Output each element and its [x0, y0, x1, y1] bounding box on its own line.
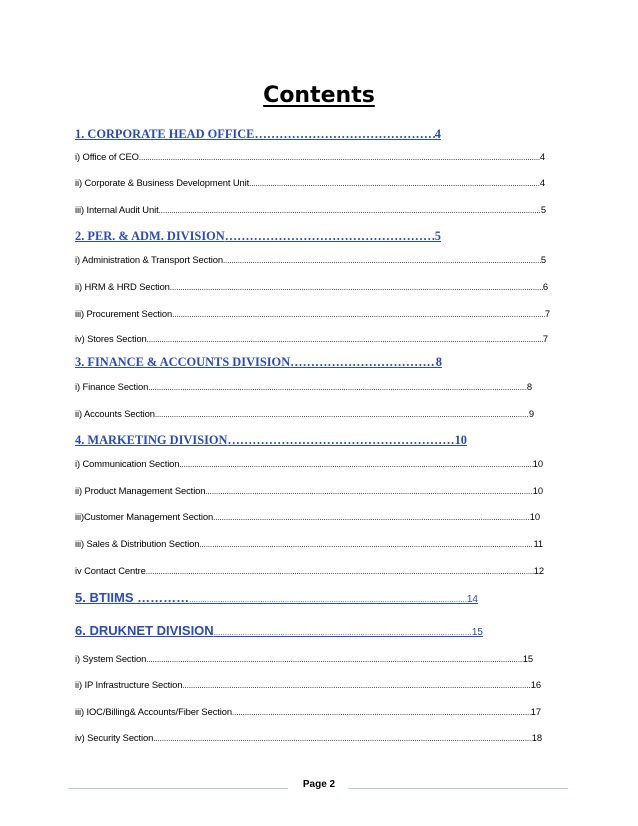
toc-item-page: 7 — [544, 308, 550, 319]
toc-item-hrm-hrd[interactable] — [75, 281, 548, 292]
dot-leader — [189, 595, 467, 604]
dot-leader — [213, 513, 530, 522]
toc-item-stores[interactable] — [75, 333, 548, 344]
page-number: Page 2 — [302, 779, 336, 790]
dot-leader — [228, 433, 455, 448]
toc-heading-label: 2. PER. & ADM. DIVISION — [75, 229, 225, 243]
toc-heading-page: 15 — [471, 627, 483, 638]
toc-item-label: ii) Product Management Section — [75, 485, 206, 496]
toc-item-system[interactable] — [75, 653, 533, 664]
toc-item-corporate-business-development[interactable] — [75, 177, 545, 188]
toc-heading-per-adm-division[interactable] — [75, 229, 441, 244]
dot-leader — [225, 229, 435, 244]
toc-item-label: iv) Stores Section — [75, 333, 147, 344]
toc-item-product-management[interactable] — [75, 485, 543, 496]
toc-item-communication[interactable] — [75, 458, 543, 469]
dot-leader — [153, 734, 532, 743]
dot-leader — [139, 153, 540, 162]
dot-leader — [146, 655, 523, 664]
toc-heading-label: 5. BTIIMS ………… — [75, 590, 190, 605]
toc-item-page: 10 — [532, 485, 543, 496]
toc-item-page: 8 — [526, 381, 532, 392]
toc-item-internal-audit-unit[interactable] — [75, 204, 546, 215]
toc-item-page: 11 — [533, 538, 543, 549]
toc-heading-btiims[interactable] — [75, 590, 478, 605]
toc-heading-page: 10 — [454, 433, 467, 447]
dot-leader — [155, 410, 529, 419]
toc-item-label: iv Contact Centre — [75, 565, 146, 576]
toc-heading-page: 5 — [434, 229, 441, 243]
toc-item-label: i) System Section — [75, 653, 147, 664]
dot-leader — [179, 460, 532, 469]
dot-leader — [148, 383, 527, 392]
toc-item-accounts[interactable] — [75, 408, 534, 419]
toc-item-office-of-ceo[interactable] — [75, 151, 545, 162]
toc-item-page: 4 — [539, 177, 545, 188]
toc-item-procurement[interactable] — [75, 308, 550, 319]
toc-item-page: 17 — [530, 706, 541, 717]
toc-item-page: 9 — [528, 408, 534, 419]
toc-heading-druknet-division[interactable] — [75, 623, 483, 638]
toc-heading-label: 4. MARKETING DIVISION — [75, 433, 228, 447]
toc-item-page: 7 — [542, 333, 548, 344]
toc-heading-marketing-division[interactable] — [75, 433, 467, 448]
toc-item-page: 10 — [532, 458, 543, 469]
dot-leader — [172, 310, 545, 319]
toc-item-page: 6 — [542, 281, 548, 292]
toc-item-label: i) Finance Section — [75, 381, 149, 392]
toc-item-label: ii) Corporate & Business Development Unit — [75, 177, 250, 188]
toc-item-ioc-billing-accounts-fiber[interactable] — [75, 706, 541, 717]
toc-heading-page: 8 — [435, 355, 442, 369]
toc-item-finance[interactable] — [75, 381, 532, 392]
toc-item-ip-infrastructure[interactable] — [75, 679, 541, 690]
toc-item-label: iv) Security Section — [75, 732, 154, 743]
toc-item-page: 18 — [531, 732, 542, 743]
toc-item-label: i) Office of CEO — [75, 151, 139, 162]
toc-item-page: 4 — [539, 151, 545, 162]
toc-heading-label: 1. CORPORATE HEAD OFFICE — [75, 127, 255, 141]
toc-heading-page: 14 — [466, 594, 478, 605]
toc-item-label: iii) Internal Audit Unit — [75, 204, 159, 215]
toc-heading-page: 4 — [434, 127, 441, 141]
dot-leader — [205, 487, 532, 496]
toc-item-label: iii) IOC/Billing& Accounts/Fiber Section — [75, 706, 232, 717]
toc-item-label: ii) IP Infrastructure Section — [75, 679, 183, 690]
toc-item-label: iii)Customer Management Section — [75, 511, 214, 522]
toc-item-sales-distribution[interactable] — [75, 538, 543, 549]
dot-leader — [159, 206, 541, 215]
toc-heading-finance-accounts-division[interactable] — [75, 355, 442, 370]
toc-item-label: i) Administration & Transport Section — [75, 254, 223, 265]
dot-leader — [223, 256, 541, 265]
toc-item-page: 10 — [529, 511, 540, 522]
toc-item-label: ii) Accounts Section — [75, 408, 155, 419]
dot-leader — [146, 567, 534, 576]
toc-item-page: 5 — [540, 204, 546, 215]
dot-leader — [147, 335, 543, 344]
toc-item-label: iii) Sales & Distribution Section — [75, 538, 200, 549]
dot-leader — [254, 127, 434, 142]
toc-item-customer-management[interactable] — [75, 511, 540, 522]
page-title: Contents — [263, 83, 375, 108]
toc-item-label: i) Communication Section — [75, 458, 180, 469]
toc-heading-label: 6. DRUKNET DIVISION — [75, 623, 214, 638]
toc-item-label: ii) HRM & HRD Section — [75, 281, 170, 292]
toc-item-page: 15 — [522, 653, 533, 664]
toc-heading-corporate-head-office[interactable] — [75, 127, 441, 142]
dot-leader — [232, 708, 531, 717]
dot-leader — [249, 179, 540, 188]
toc-item-page: 12 — [533, 565, 544, 576]
dot-leader — [214, 628, 472, 637]
toc-item-security[interactable] — [75, 732, 542, 743]
dot-leader — [170, 283, 543, 292]
toc-item-contact-centre[interactable] — [75, 565, 544, 576]
dot-leader — [199, 540, 533, 549]
toc-item-label: iii) Procurement Section — [75, 308, 173, 319]
toc-item-page: 16 — [530, 679, 541, 690]
dot-leader — [182, 681, 530, 690]
toc-item-administration-transport[interactable] — [75, 254, 546, 265]
dot-leader — [290, 355, 436, 370]
toc-item-page: 5 — [540, 254, 546, 265]
toc-heading-label: 3. FINANCE & ACCOUNTS DIVISION — [75, 355, 291, 369]
